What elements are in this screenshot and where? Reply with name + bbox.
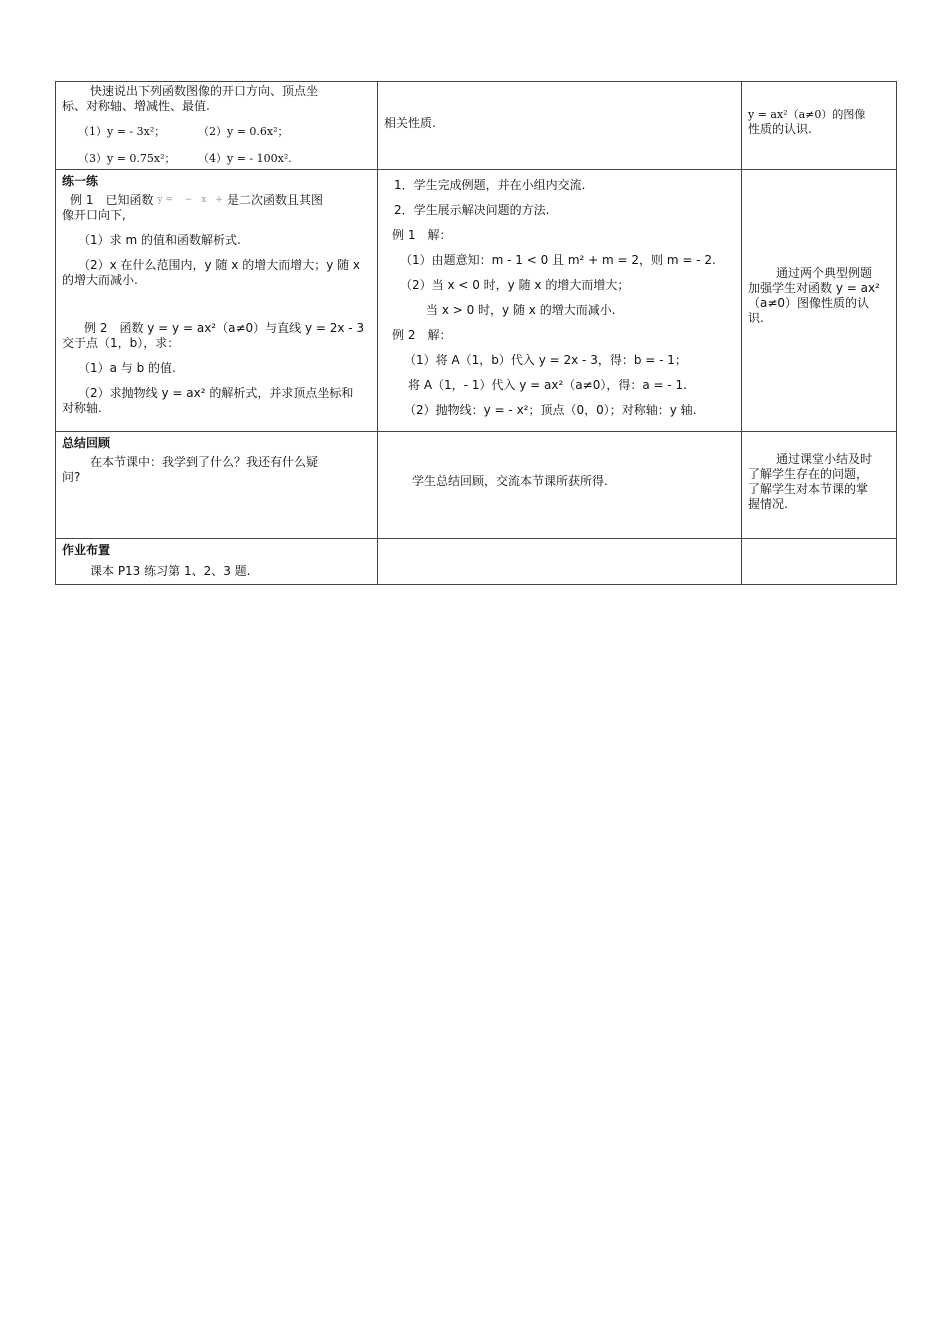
- intent3-line-4: 握情况.: [748, 497, 788, 511]
- ex2-text: 例 2 函数 y = y = ax²（a≠0）与直线 y = 2x - 3: [84, 321, 365, 335]
- task-item-4: （4）y = - 100x².: [198, 152, 292, 165]
- homework-heading: 作业布置: [62, 543, 111, 557]
- task-line-2: 标、对称轴、增减性、最值.: [62, 99, 210, 113]
- ex2-question-2-cont: 对称轴.: [62, 401, 102, 415]
- cell-empty-activity: [378, 539, 742, 585]
- row-summary: [56, 432, 897, 539]
- row-practice: [56, 170, 897, 432]
- activity-text-1: 相关性质.: [384, 116, 436, 130]
- intent3-line-3: 了解学生对本节课的掌: [748, 482, 869, 496]
- ex1-formula: y = − x +: [157, 195, 223, 205]
- ex2-question-1: （1）a 与 b 的值.: [78, 361, 176, 375]
- activity2-line-5: （2）当 x < 0 时，y 随 x 的增大而增大；: [400, 278, 630, 292]
- row-homework: [56, 539, 897, 585]
- cell-homework: [56, 539, 378, 585]
- lesson-plan-table: [55, 81, 897, 585]
- summary-line-2: 问?: [62, 470, 81, 484]
- ex1-label: 例 1 已知函数: [70, 193, 154, 207]
- activity2-line-2: 2．学生展示解决问题的方法.: [394, 203, 550, 217]
- activity2-line-10: （2）抛物线：y = - x²；顶点（0，0）；对称轴：y 轴.: [404, 403, 697, 417]
- ex2-question-2: （2）求抛物线 y = ax² 的解析式，并求顶点坐标和: [78, 386, 354, 400]
- task-item-1: （1）y = - 3x²；: [78, 125, 166, 138]
- ex2-text-2: 交于点（1，b），求：: [62, 336, 180, 350]
- cell-student-activity-1: [378, 82, 742, 170]
- cell-practice-questions: [56, 170, 378, 432]
- activity2-line-8: （1）将 A（1，b）代入 y = 2x - 3，得：b = - 1；: [404, 353, 687, 367]
- activity2-line-7: 例 2 解：: [392, 328, 452, 342]
- intent2-line-1: 通过两个典型例题: [776, 266, 873, 280]
- intent2-line-4: 识.: [748, 311, 764, 325]
- cell-design-intent-1: [742, 82, 897, 170]
- cell-design-intent-3: [742, 432, 897, 539]
- activity2-line-9: 将 A（1，- 1）代入 y = ax²（a≠0），得：a = - 1.: [408, 378, 687, 392]
- row-properties: [56, 82, 897, 170]
- ex1-question-1: （1）求 m 的值和函数解析式.: [78, 233, 241, 247]
- activity3-text: 学生总结回顾，交流本节课所获所得.: [412, 474, 608, 488]
- intent2-line-3: （a≠0）图像性质的认: [748, 296, 870, 310]
- intent1-line-2: 性质的认识.: [748, 122, 812, 136]
- ex1-question-2-cont: 的增大而减小.: [62, 273, 138, 287]
- activity2-line-4: （1）由题意知：m - 1 < 0 且 m² + m = 2，则 m = - 2.: [400, 253, 716, 267]
- cell-summary-question: [56, 432, 378, 539]
- summary-line-1: 在本节课中：我学到了什么？我还有什么疑: [90, 455, 319, 469]
- ex1-text: 是二次函数且其图: [226, 193, 323, 207]
- activity2-line-1: 1．学生完成例题，并在小组内交流.: [394, 178, 586, 192]
- summary-heading: 总结回顾: [62, 436, 111, 450]
- activity2-line-3: 例 1 解：: [392, 228, 452, 242]
- intent3-line-2: 了解学生存在的问题，: [748, 467, 869, 481]
- intent2-line-2: 加强学生对函数 y = ax²: [748, 281, 880, 295]
- practice-heading: 练一练: [62, 174, 99, 188]
- ex1-question-2: （2）x 在什么范围内，y 随 x 的增大而增大；y 随 x: [78, 258, 361, 272]
- activity2-line-6: 当 x > 0 时，y 随 x 的增大而减小.: [426, 303, 616, 317]
- task-line-1: 快速说出下列函数图像的开口方向、顶点坐: [90, 84, 319, 98]
- ex1-text-2: 像开口向下,: [62, 208, 126, 222]
- intent3-line-1: 通过课堂小结及时: [776, 452, 873, 466]
- cell-student-activity-2: [378, 170, 742, 432]
- cell-task-quick-answer: [56, 82, 378, 170]
- intent1-line-1: y = ax²（a≠0）的图像: [748, 108, 866, 121]
- task-item-3: （3）y = 0.75x²；: [78, 152, 176, 165]
- cell-student-activity-3: [378, 432, 742, 539]
- task-item-2: （2）y = 0.6x²；: [198, 125, 289, 138]
- cell-design-intent-2: [742, 170, 897, 432]
- homework-text: 课本 P13 练习第 1、2、3 题.: [90, 564, 251, 578]
- cell-empty-intent: [742, 539, 897, 585]
